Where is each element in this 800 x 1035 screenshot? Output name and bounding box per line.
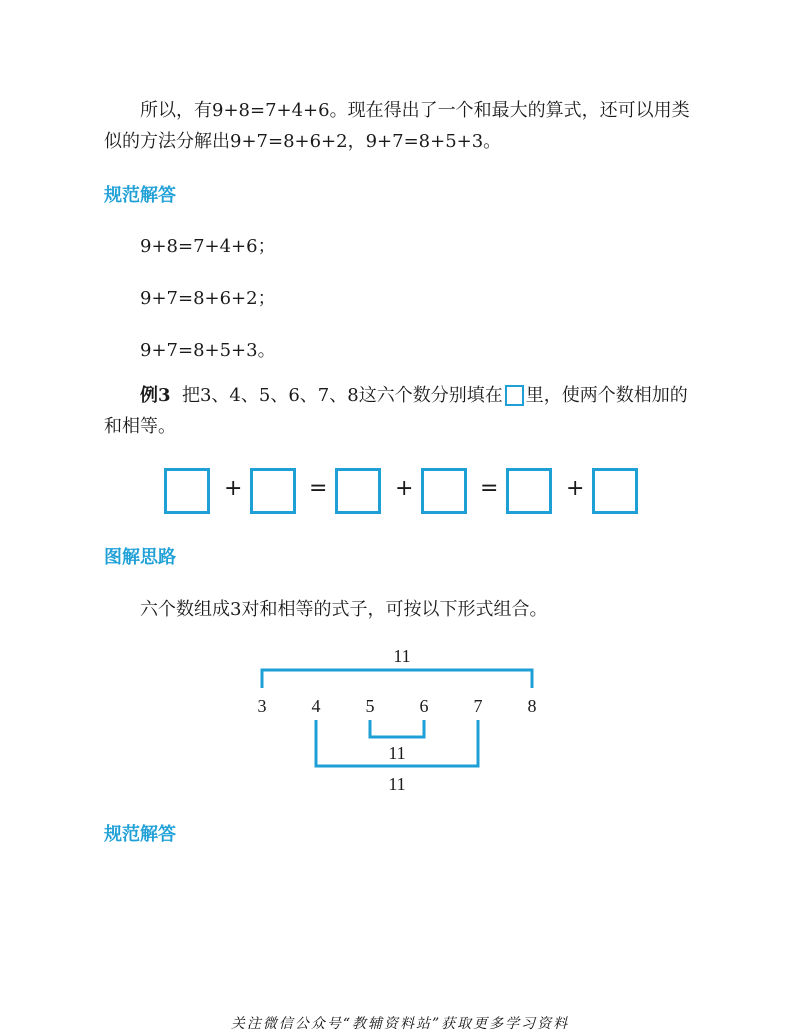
answer-box-4[interactable] xyxy=(421,468,467,514)
answer-box-6[interactable] xyxy=(592,468,638,514)
plus-sign: + xyxy=(224,476,243,501)
sum-label-outer: 11 xyxy=(388,774,406,794)
pairing-diagram xyxy=(0,640,800,800)
diagram-number-4: 4 xyxy=(311,696,321,716)
bracket-inner-5-6 xyxy=(370,720,424,737)
plus-sign: + xyxy=(395,476,414,501)
answer-line-2: 9+7=8+6+2； xyxy=(140,288,276,309)
diagram-number-8: 8 xyxy=(527,696,537,716)
equation-row xyxy=(164,468,638,514)
equals-sign: = xyxy=(309,476,328,501)
diagram-number-5: 5 xyxy=(365,696,375,716)
answer-box-5[interactable] xyxy=(506,468,552,514)
answer-box-3[interactable] xyxy=(335,468,381,514)
example-text-after: 里，使两个数相加的和相等。 xyxy=(104,385,688,437)
sum-label-inner: 11 xyxy=(388,743,406,763)
sum-label-top: 11 xyxy=(393,646,411,666)
section-heading-standard-answer-2: 规范解答 xyxy=(104,824,176,845)
example-label: 例3 xyxy=(140,385,171,406)
answer-box-1[interactable] xyxy=(164,468,210,514)
bracket-top-3-8 xyxy=(262,670,532,688)
diagram-number-3: 3 xyxy=(257,696,267,716)
footer-watermark: 关注微信公众号“教辅资料站”获取更多学习资料 xyxy=(230,1016,570,1032)
example-text-before: 把3、4、5、6、7、8这六个数分别填在 xyxy=(181,385,503,406)
answer-line-3: 9+7=8+5+3。 xyxy=(140,340,276,361)
answer-box-2[interactable] xyxy=(250,468,296,514)
section-heading-diagram-analysis: 图解思路 xyxy=(104,547,176,568)
inline-blank-box xyxy=(505,385,524,406)
answer-line-1: 9+8=7+4+6； xyxy=(140,236,276,257)
analysis-paragraph: 六个数组成3对和相等的式子，可按以下形式组合。 xyxy=(140,599,548,620)
intro-paragraph: 所以，有9+8=7+4+6。现在得出了一个和最大的算式，还可以用类似的方法分解出9+7=8+6+2，9+7=8+5+3。 xyxy=(104,100,690,152)
diagram-number-6: 6 xyxy=(419,696,429,716)
plus-sign: + xyxy=(566,476,585,501)
diagram-number-7: 7 xyxy=(473,696,483,716)
example-3-paragraph xyxy=(104,380,704,442)
equals-sign: = xyxy=(480,476,499,501)
section-heading-standard-answer: 规范解答 xyxy=(104,185,176,206)
